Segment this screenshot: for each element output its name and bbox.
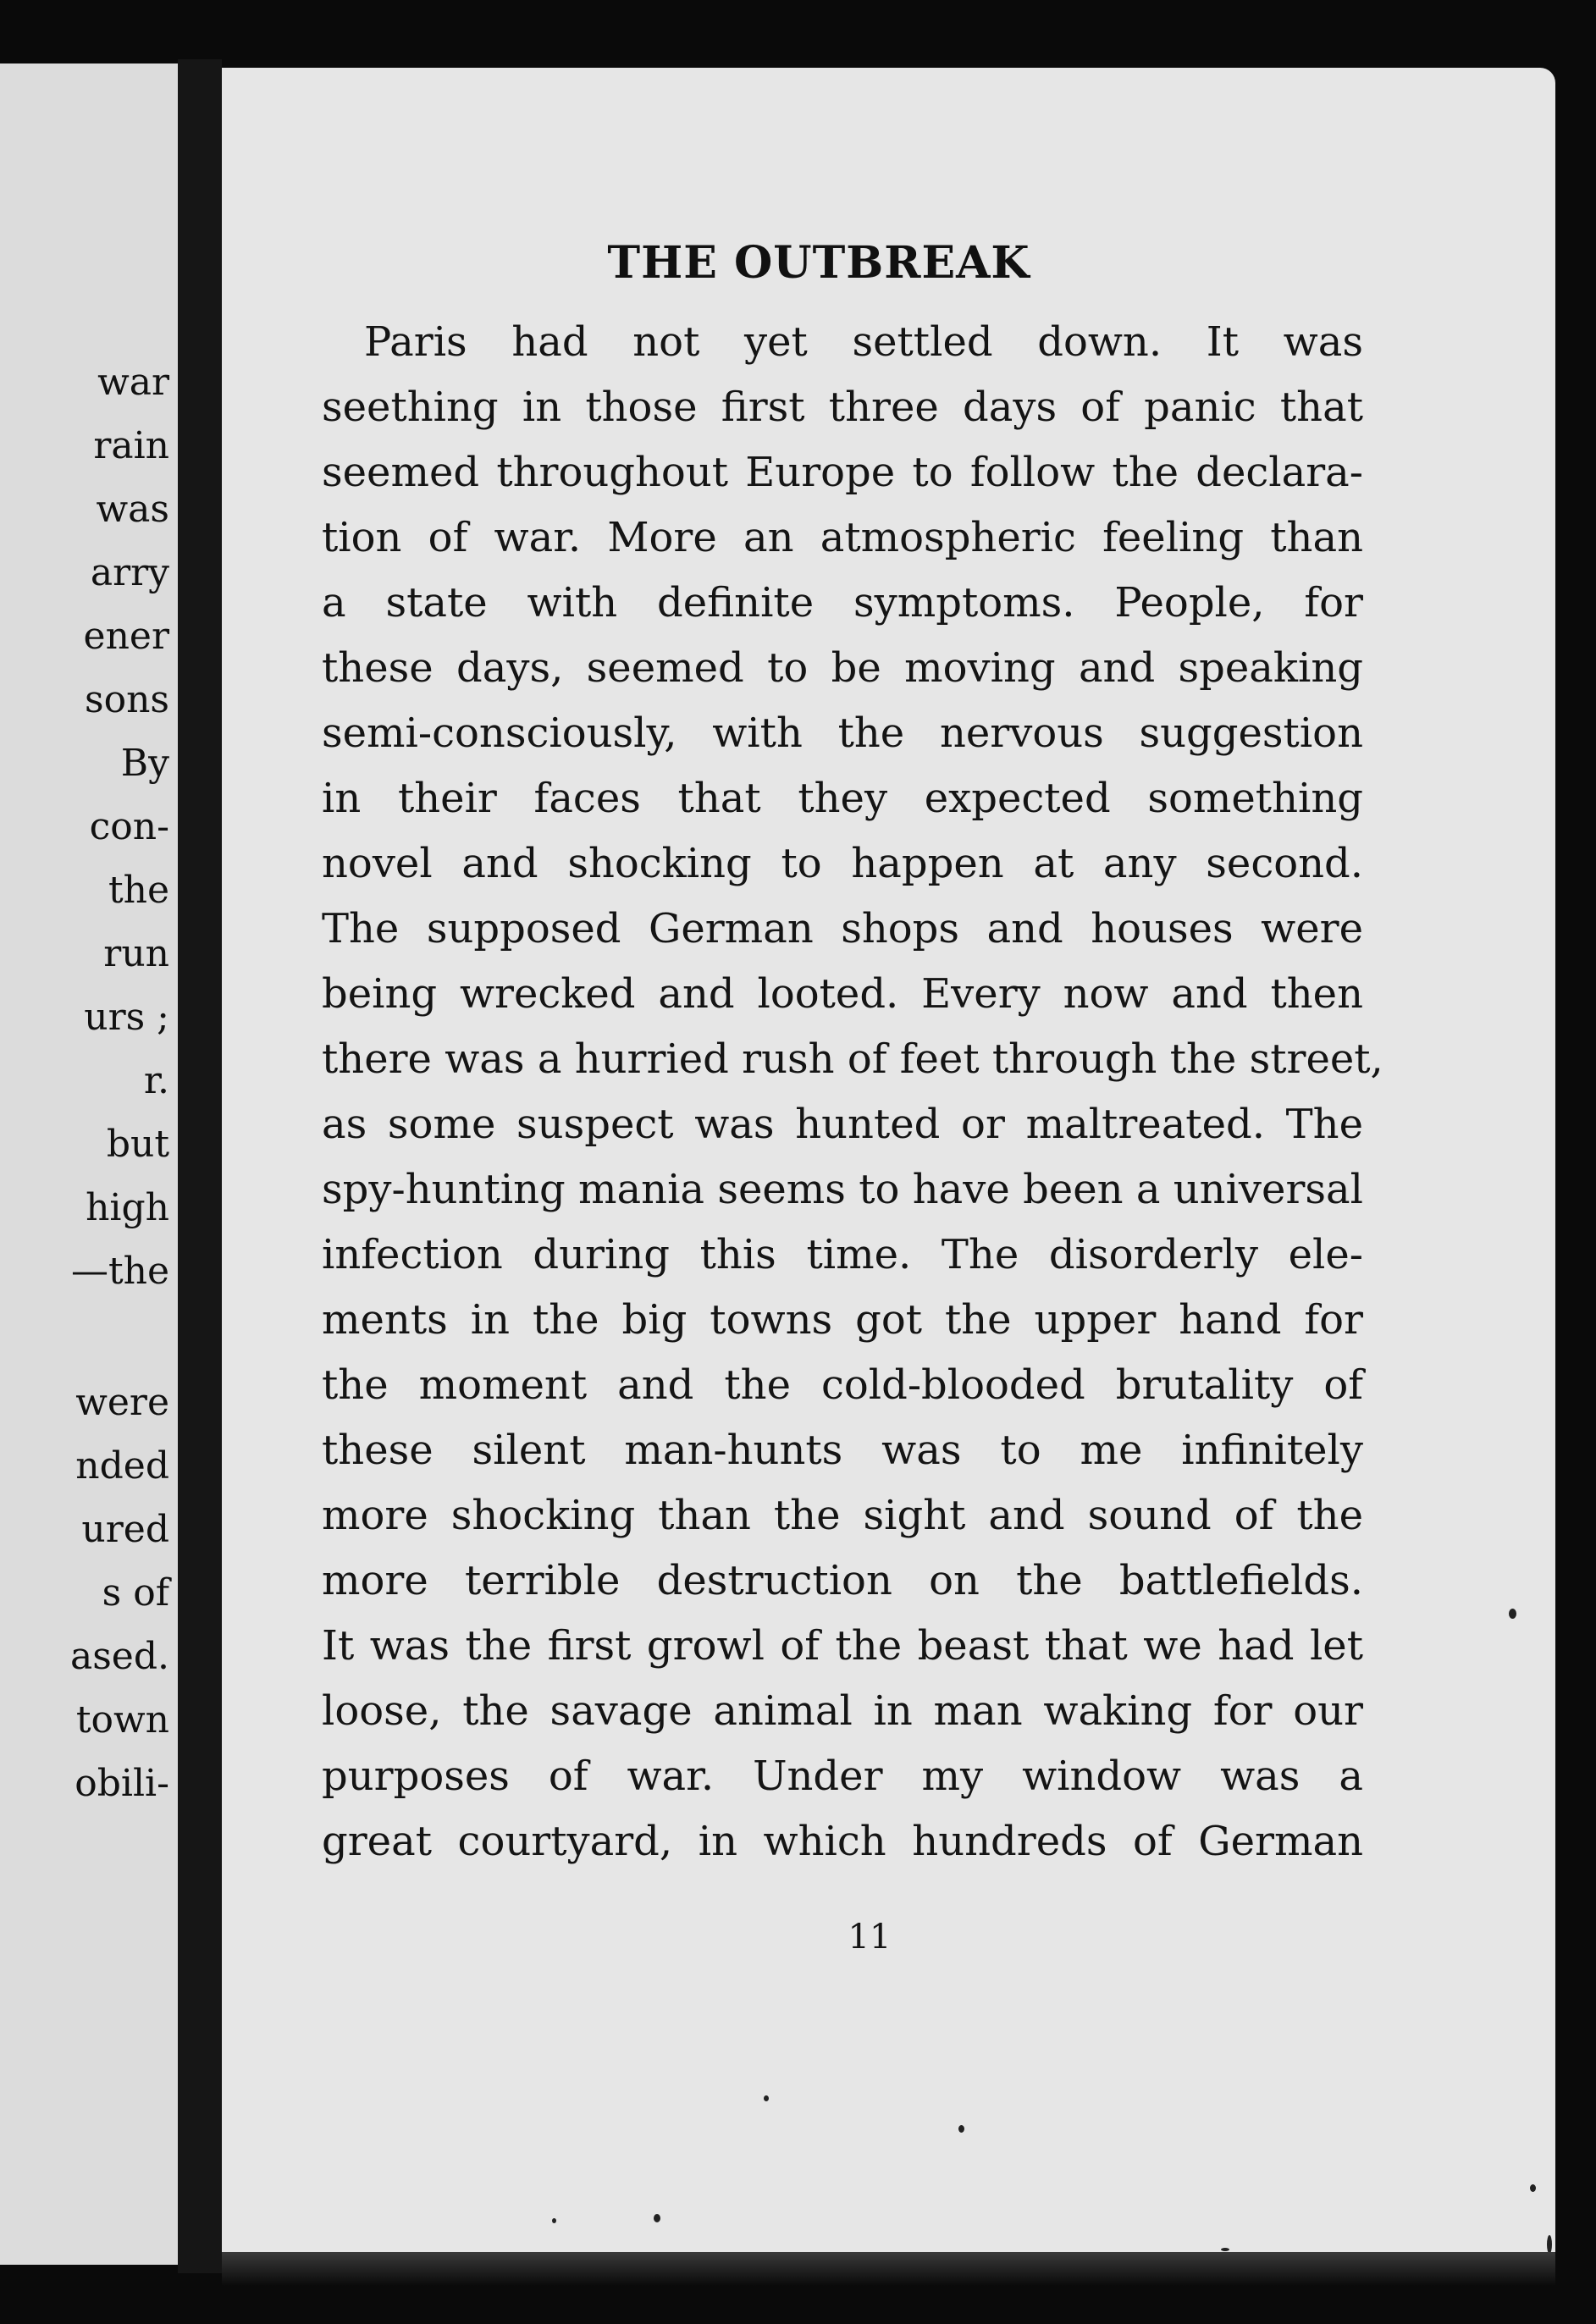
scan-speck: [764, 2095, 769, 2101]
left-page-line: the: [108, 869, 169, 912]
text-line: the moment and the cold-blooded brutality of: [322, 1361, 1363, 1409]
text-line: being wrecked and looted. Every now and then: [322, 970, 1363, 1018]
page-number: 11: [848, 1918, 892, 1957]
text-line: purposes of war. Under my window was a: [322, 1753, 1363, 1800]
text-line: as some suspect was hunted or maltreated. The: [322, 1101, 1363, 1148]
chapter-heading: THE OUTBREAK: [607, 237, 1030, 289]
text-line: in their faces that they expected something: [322, 775, 1363, 822]
left-facing-page: [0, 63, 178, 2265]
text-line: great courtyard, in which hundreds of German: [322, 1818, 1363, 1865]
left-page-line: —the: [70, 1250, 169, 1293]
text-line: there was a hurried rush of feet through the street,: [322, 1035, 1383, 1083]
text-line: seemed throughout Europe to follow the declara-: [322, 449, 1363, 496]
text-line: novel and shocking to happen at any second.: [322, 840, 1363, 887]
text-line: a state with definite symptoms. People, for: [322, 579, 1363, 627]
left-page-line: rain: [93, 424, 169, 467]
left-page-line: obili-: [75, 1762, 169, 1805]
left-page-line: were: [75, 1381, 169, 1424]
left-page-line: town: [75, 1698, 169, 1742]
text-line: It was the first growl of the beast that we had let: [322, 1622, 1363, 1670]
left-page-line: run: [103, 932, 169, 975]
left-page-line: con-: [89, 805, 169, 848]
text-line: more terrible destruction on the battlefields.: [322, 1557, 1363, 1604]
text-line: ments in the big towns got the upper hand for: [322, 1296, 1363, 1344]
text-line: more shocking than the sight and sound of the: [322, 1492, 1363, 1539]
left-page-line: was: [96, 488, 169, 531]
left-page-line: but: [106, 1123, 169, 1166]
text-line: Paris had not yet settled down. It was: [364, 318, 1363, 366]
left-page-line: By: [120, 742, 169, 785]
scan-speck: [1547, 2235, 1552, 2254]
left-page-line: s of: [102, 1571, 169, 1615]
scan-speck: [654, 2214, 660, 2222]
left-page-line: arry: [90, 551, 169, 594]
text-line: these days, seemed to be moving and speaking: [322, 644, 1363, 692]
left-page-line: sons: [85, 678, 169, 721]
text-line: infection during this time. The disorderly ele-: [322, 1231, 1363, 1278]
left-page-line: ured: [81, 1508, 169, 1551]
left-page-line: nded: [75, 1444, 169, 1488]
scan-speck: [1221, 2248, 1229, 2251]
scan-speck: [1509, 1609, 1516, 1619]
left-page-line: urs ;: [84, 996, 169, 1039]
text-line: spy-hunting mania seems to have been a universal: [322, 1166, 1363, 1213]
left-page-line: high: [86, 1186, 169, 1229]
left-page-line: war: [97, 361, 169, 404]
scan-speck: [1530, 2184, 1536, 2192]
text-line: seething in those first three days of panic that: [322, 384, 1363, 431]
page-edge-shadow: [222, 2252, 1555, 2286]
left-page-line: ener: [83, 615, 169, 658]
text-line: semi-consciously, with the nervous suggestion: [322, 709, 1363, 757]
text-line: tion of war. More an atmospheric feeling than: [322, 514, 1363, 561]
scan-speck: [552, 2218, 556, 2223]
left-page-line: r.: [143, 1059, 169, 1102]
text-line: The supposed German shops and houses were: [322, 905, 1363, 952]
text-line: loose, the savage animal in man waking for our: [322, 1687, 1363, 1735]
scan-speck: [958, 2125, 964, 2133]
right-page: [222, 68, 1555, 2261]
book-gutter: [178, 59, 222, 2273]
left-page-line: ased.: [69, 1635, 169, 1678]
text-line: these silent man-hunts was to me infinitely: [322, 1427, 1363, 1474]
